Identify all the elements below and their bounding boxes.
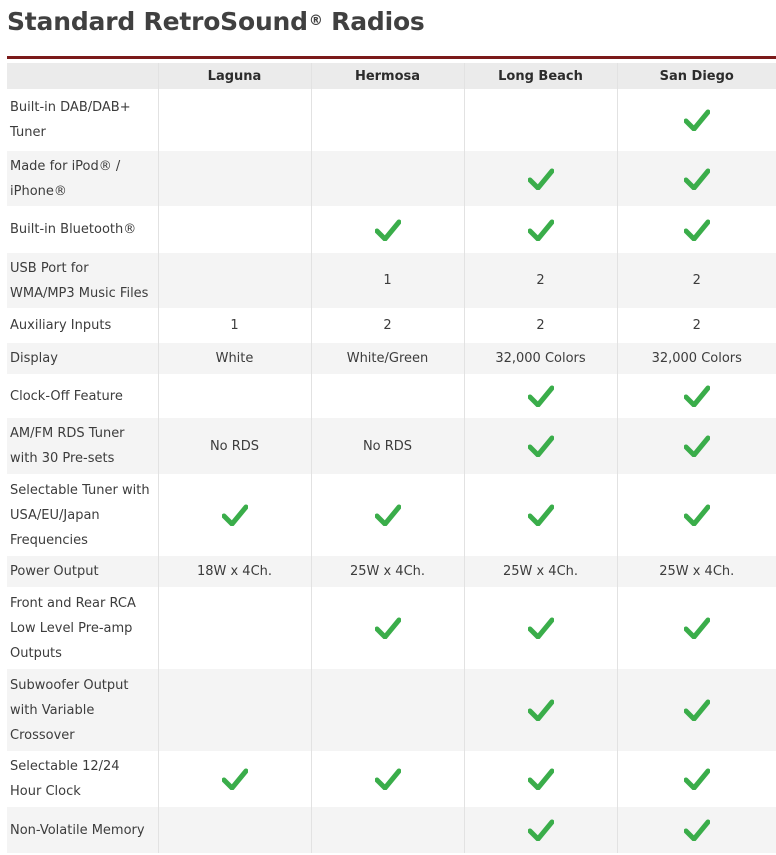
- table-row: [7, 374, 776, 418]
- cell-value: 1: [230, 318, 239, 333]
- cell-value: 2: [536, 318, 545, 333]
- cell-laguna: [158, 556, 311, 587]
- check-icon: [684, 435, 710, 457]
- cell-long-beach: [464, 343, 617, 374]
- check-icon: [528, 699, 554, 721]
- cell-long-beach: [464, 807, 617, 853]
- check-icon: [684, 768, 710, 790]
- cell-laguna: [158, 418, 311, 474]
- check-icon: [375, 219, 401, 241]
- table-row: [7, 556, 776, 587]
- cell-laguna: [158, 751, 311, 807]
- cell-laguna: [158, 474, 311, 556]
- cell-hermosa: [311, 807, 464, 853]
- cell-hermosa: [311, 587, 464, 669]
- feature-label: Subwoofer Output with Variable Crossover: [7, 669, 158, 751]
- cell-value: White: [215, 351, 254, 366]
- cell-san-diego: [617, 587, 776, 669]
- cell-value: 2: [383, 318, 392, 333]
- feature-label: Display: [7, 343, 158, 374]
- cell-san-diego: [617, 151, 776, 206]
- page-title-text: Standard RetroSound: [7, 7, 308, 36]
- check-icon: [375, 504, 401, 526]
- cell-hermosa: [311, 151, 464, 206]
- table-row: [7, 151, 776, 206]
- cell-hermosa: [311, 206, 464, 253]
- table-row: [7, 89, 776, 151]
- feature-label: Built-in DAB/DAB+ Tuner: [7, 89, 158, 151]
- check-icon: [684, 219, 710, 241]
- feature-label: AM/FM RDS Tuner with 30 Pre-sets: [7, 418, 158, 474]
- cell-value: 32,000 Colors: [651, 351, 742, 366]
- table-row: [7, 343, 776, 374]
- cell-hermosa: [311, 374, 464, 418]
- cell-long-beach: [464, 206, 617, 253]
- cell-san-diego: [617, 374, 776, 418]
- cell-laguna: [158, 587, 311, 669]
- cell-san-diego: [617, 751, 776, 807]
- table-row: [7, 253, 776, 308]
- cell-san-diego: [617, 89, 776, 151]
- cell-long-beach: [464, 474, 617, 556]
- table-row: [7, 807, 776, 853]
- check-icon: [528, 617, 554, 639]
- cell-long-beach: [464, 374, 617, 418]
- check-icon: [375, 768, 401, 790]
- check-icon: [375, 617, 401, 639]
- cell-laguna: [158, 253, 311, 308]
- page-title: [7, 2, 425, 42]
- cell-san-diego: [617, 253, 776, 308]
- cell-laguna: [158, 669, 311, 751]
- cell-san-diego: [617, 206, 776, 253]
- table-row: [7, 206, 776, 253]
- title-divider: [7, 56, 776, 59]
- cell-value: 32,000 Colors: [495, 351, 586, 366]
- check-icon: [684, 819, 710, 841]
- cell-value: No RDS: [362, 438, 413, 454]
- header-feature-cell: [7, 63, 158, 89]
- cell-san-diego: [617, 343, 776, 374]
- registered-mark: ®: [308, 13, 323, 29]
- comparison-table-body: [7, 89, 776, 853]
- check-icon: [528, 168, 554, 190]
- table-row: [7, 751, 776, 807]
- cell-long-beach: [464, 556, 617, 587]
- cell-san-diego: [617, 556, 776, 587]
- cell-laguna: [158, 151, 311, 206]
- cell-san-diego: [617, 807, 776, 853]
- check-icon: [528, 768, 554, 790]
- table-header-row: [7, 63, 776, 89]
- cell-hermosa: [311, 474, 464, 556]
- table-row: [7, 308, 776, 343]
- cell-san-diego: [617, 669, 776, 751]
- cell-long-beach: [464, 418, 617, 474]
- cell-hermosa: [311, 308, 464, 343]
- feature-label: Power Output: [7, 556, 158, 587]
- column-header-hermosa: Hermosa: [311, 63, 464, 89]
- cell-laguna: [158, 343, 311, 374]
- feature-label: Built-in Bluetooth®: [7, 206, 158, 253]
- cell-value: 2: [692, 318, 701, 333]
- cell-laguna: [158, 807, 311, 853]
- feature-label: Clock-Off Feature: [7, 374, 158, 418]
- check-icon: [528, 435, 554, 457]
- check-icon: [528, 504, 554, 526]
- cell-hermosa: [311, 343, 464, 374]
- check-icon: [684, 385, 710, 407]
- cell-long-beach: [464, 587, 617, 669]
- column-header-laguna: Laguna: [158, 63, 311, 89]
- feature-label: Non-Volatile Memory: [7, 807, 158, 853]
- cell-laguna: [158, 308, 311, 343]
- cell-laguna: [158, 89, 311, 151]
- check-icon: [684, 168, 710, 190]
- feature-label: USB Port for WMA/MP3 Music Files: [7, 253, 158, 308]
- column-header-san-diego: San Diego: [617, 63, 776, 89]
- cell-long-beach: [464, 308, 617, 343]
- feature-label: Selectable 12/24 Hour Clock: [7, 751, 158, 807]
- cell-hermosa: [311, 89, 464, 151]
- cell-value: White/Green: [346, 351, 429, 366]
- cell-value: 25W x 4Ch.: [659, 564, 735, 579]
- cell-value: 25W x 4Ch.: [349, 564, 426, 579]
- cell-san-diego: [617, 418, 776, 474]
- table-row: [7, 474, 776, 556]
- check-icon: [684, 109, 710, 131]
- cell-long-beach: [464, 669, 617, 751]
- check-icon: [222, 504, 248, 526]
- page-title-suffix: Radios: [322, 7, 425, 36]
- cell-san-diego: [617, 308, 776, 343]
- check-icon: [222, 768, 248, 790]
- check-icon: [684, 699, 710, 721]
- cell-hermosa: [311, 418, 464, 474]
- column-header-long-beach: Long Beach: [464, 63, 617, 89]
- check-icon: [528, 385, 554, 407]
- cell-laguna: [158, 374, 311, 418]
- cell-value: No RDS: [209, 438, 260, 454]
- cell-laguna: [158, 206, 311, 253]
- check-icon: [684, 504, 710, 526]
- cell-hermosa: [311, 556, 464, 587]
- table-row: [7, 669, 776, 751]
- check-icon: [684, 617, 710, 639]
- cell-hermosa: [311, 751, 464, 807]
- cell-long-beach: [464, 751, 617, 807]
- cell-value: 18W x 4Ch.: [196, 564, 273, 579]
- cell-long-beach: [464, 253, 617, 308]
- comparison-table: [7, 63, 776, 853]
- check-icon: [528, 219, 554, 241]
- feature-label: Made for iPod® / iPhone®: [7, 151, 158, 206]
- feature-label: Selectable Tuner with USA/EU/Japan Frequencies: [7, 474, 158, 556]
- table-row: [7, 418, 776, 474]
- table-row: [7, 587, 776, 669]
- cell-hermosa: [311, 669, 464, 751]
- cell-value: 1: [383, 273, 392, 288]
- check-icon: [528, 819, 554, 841]
- cell-value: 2: [692, 273, 701, 288]
- cell-hermosa: [311, 253, 464, 308]
- cell-value: 2: [536, 273, 545, 288]
- feature-label: Auxiliary Inputs: [7, 308, 158, 343]
- cell-san-diego: [617, 474, 776, 556]
- cell-long-beach: [464, 151, 617, 206]
- feature-label: Front and Rear RCA Low Level Pre-amp Outputs: [7, 587, 158, 669]
- cell-value: 25W x 4Ch.: [502, 564, 579, 579]
- cell-long-beach: [464, 89, 617, 151]
